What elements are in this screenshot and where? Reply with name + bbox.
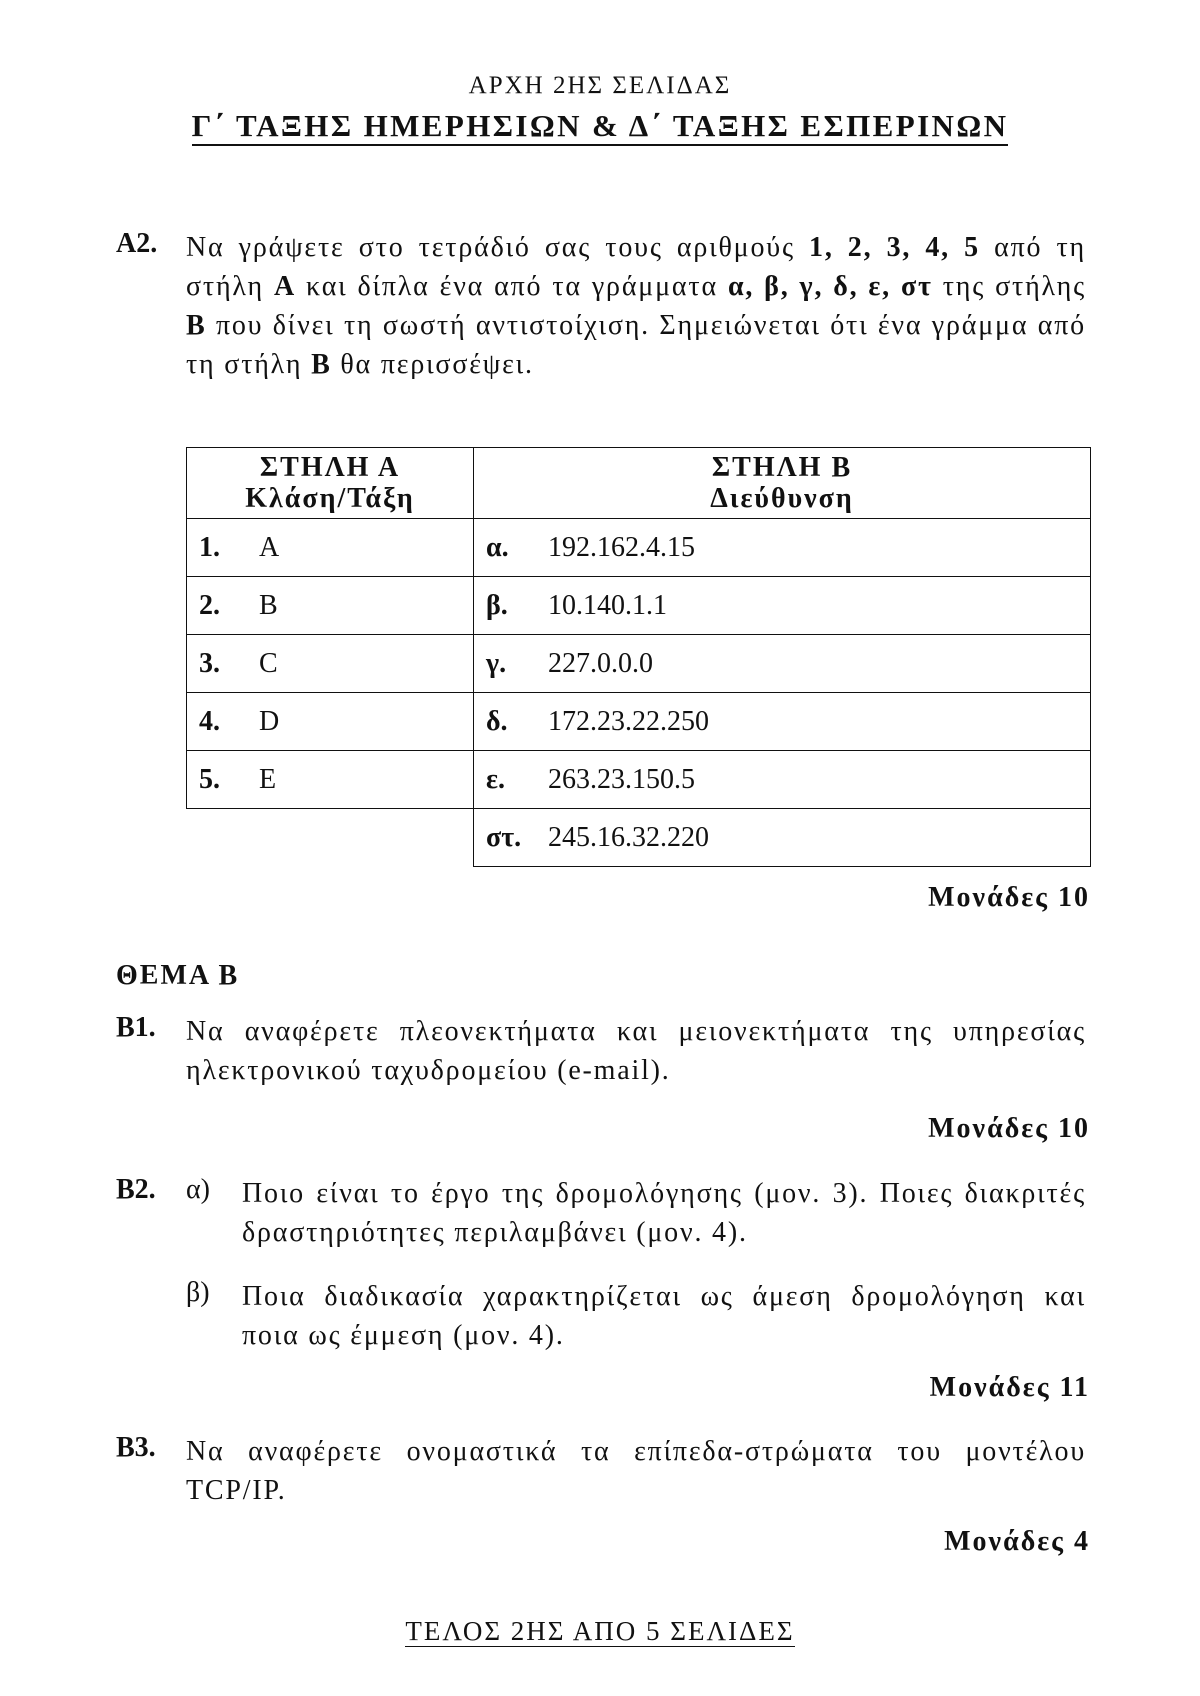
column-a-cell [187, 693, 474, 751]
question-a2-text-run: θα περισσέψει. [331, 349, 534, 380]
address-value: 172.23.22.250 [548, 705, 709, 737]
question-b3-label: Β3. [116, 1432, 156, 1463]
row-letter: α. [486, 531, 509, 563]
row-letter: δ. [486, 705, 508, 737]
question-a2-text-run: από τη στήλη [186, 232, 1086, 302]
row-number: 1. [199, 531, 220, 563]
column-a-cell [187, 519, 474, 577]
part-a-label: α) [186, 1174, 210, 1205]
row-letter: στ. [486, 821, 522, 853]
column-a-cell [187, 751, 474, 809]
question-a2-text-run: Α [273, 271, 297, 302]
question-b3 [116, 1432, 1086, 1510]
question-a2-text [186, 228, 1086, 384]
question-a2-text-run: Να γράψετε στο τετράδιό σας τους αριθμούς [186, 232, 810, 263]
table-row [187, 519, 1091, 577]
column-a-cell [187, 577, 474, 635]
column-b-cell [474, 751, 1091, 809]
table-row [187, 577, 1091, 635]
row-number: 3. [199, 647, 220, 679]
b1-points: Μονάδες 10 [928, 1113, 1090, 1144]
column-a-cell [187, 635, 474, 693]
column-a-header [187, 448, 474, 519]
question-a2-text-run: Β [186, 310, 207, 341]
page-end-footer [0, 1616, 1200, 1647]
class-value: A [259, 531, 280, 563]
question-b1-label: Β1. [116, 1012, 156, 1043]
question-a2-text-run: Β [311, 349, 332, 380]
class-value: E [259, 763, 277, 795]
class-value: C [259, 647, 278, 679]
column-b-title: ΣΤΗΛΗ Β [711, 452, 853, 483]
class-header-text: Γ΄ ΤΑΞΗΣ ΗΜΕΡΗΣΙΩΝ & Δ΄ ΤΑΞΗΣ ΕΣΠΕΡΙΝΩΝ [192, 108, 1009, 146]
address-value: 245.16.32.220 [548, 821, 709, 853]
column-b-cell [474, 693, 1091, 751]
question-b1 [116, 1012, 1086, 1090]
row-number: 2. [199, 589, 220, 621]
page-start-header: ΑΡΧΗ 2ΗΣ ΣΕΛΙΔΑΣ [468, 72, 732, 99]
column-b-cell [474, 519, 1091, 577]
class-value: B [259, 589, 278, 621]
table-header-row [187, 448, 1091, 519]
part-b-text: Ποια διαδικασία χαρακτηρίζεται ως άμεση δρομολόγηση και ποια ως έμμεση (μον. 4). [242, 1281, 1086, 1351]
row-letter: β. [486, 589, 508, 621]
part-a-text: Ποιο είναι το έργο της δρομολόγησης (μον. 3). Ποιες διακριτές δραστηριότητες περιλαμβάνει (μον. 4). [242, 1178, 1086, 1248]
question-a2-label: Α2. [116, 228, 158, 259]
question-a2 [116, 228, 1086, 384]
class-value: D [259, 705, 280, 737]
question-b2-part-a [186, 1174, 1086, 1252]
b3-points: Μονάδες 4 [944, 1526, 1090, 1557]
row-number: 5. [199, 763, 220, 795]
page-end-footer-text: ΤΕΛΟΣ 2ΗΣ ΑΠΟ 5 ΣΕΛΙΔΕΣ [405, 1616, 795, 1646]
row-letter: γ. [486, 647, 507, 679]
question-a2-text-run: που δίνει τη σωστή αντιστοίχιση. Σημειώνεται ότι ένα γράμμα από τη στήλη [186, 310, 1086, 380]
address-value: 263.23.150.5 [548, 763, 695, 795]
column-a-title: ΣΤΗΛΗ Α [259, 452, 401, 483]
table-row [187, 751, 1091, 809]
address-value: 10.140.1.1 [548, 589, 667, 621]
question-a2-text-run: και δίπλα ένα από τα γράμματα [296, 271, 728, 302]
question-b3-text: Να αναφέρετε ονομαστικά τα επίπεδα-στρώματα του μοντέλου TCP/IP. [186, 1436, 1086, 1506]
row-number: 4. [199, 705, 220, 737]
table-row [187, 809, 1091, 867]
matching-table [186, 447, 1091, 867]
b2-points: Μονάδες 11 [929, 1372, 1090, 1403]
question-a2-text-run: 1, 2, 3, 4, 5 [809, 232, 980, 263]
question-a2-text-run: α, β, γ, δ, ε, στ [727, 271, 933, 302]
column-b-cell [474, 635, 1091, 693]
column-b-cell [474, 577, 1091, 635]
column-b-subtitle: Διεύθυνση [710, 483, 854, 514]
question-a2-text-run: της στήλης [932, 271, 1086, 302]
table-row [187, 693, 1091, 751]
table-row [187, 635, 1091, 693]
part-b-label: β) [186, 1277, 210, 1308]
theme-b-heading: ΘΕΜΑ Β [116, 960, 240, 991]
class-header [0, 108, 1200, 144]
address-value: 192.162.4.15 [548, 531, 695, 563]
column-b-header [474, 448, 1091, 519]
a2-points: Μονάδες 10 [928, 882, 1090, 913]
question-b1-text: Να αναφέρετε πλεονεκτήματα και μειονεκτήματα της υπηρεσίας ηλεκτρονικού ταχυδρομείου (e-mail). [186, 1016, 1086, 1086]
column-a-subtitle: Κλάση/Τάξη [245, 483, 415, 514]
address-value: 227.0.0.0 [548, 647, 653, 679]
column-a-empty-cell [187, 809, 474, 867]
row-letter: ε. [486, 763, 505, 795]
question-b2-label: Β2. [116, 1174, 156, 1205]
column-b-cell [474, 809, 1091, 867]
question-b2-part-b [186, 1277, 1086, 1355]
